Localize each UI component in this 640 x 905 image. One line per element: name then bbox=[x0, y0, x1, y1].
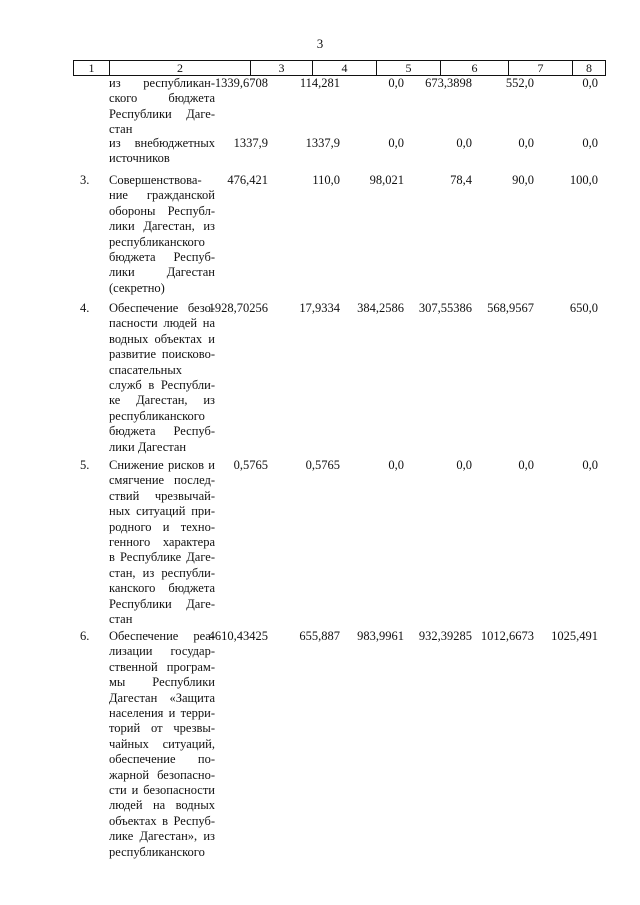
description-line: генного характера bbox=[109, 535, 215, 550]
description-line: из внебюджетных bbox=[109, 136, 215, 150]
description-line: обороны Республ- bbox=[109, 203, 215, 218]
description-line: жарной безопасно- bbox=[109, 767, 215, 782]
value-col-3: 1339,6708 bbox=[214, 76, 268, 90]
description-line: ственной програм- bbox=[109, 659, 215, 674]
description-line: Обеспечение безо- bbox=[109, 301, 215, 315]
row-number: 4. bbox=[80, 301, 90, 315]
description-line: населения и терри- bbox=[109, 706, 215, 721]
value-col-7: 90,0 bbox=[512, 173, 534, 187]
value-col-6: 78,4 bbox=[450, 173, 472, 187]
value-col-6: 932,39285 bbox=[418, 629, 472, 643]
description-line: людей на водных bbox=[109, 798, 215, 813]
description-line: (секретно) bbox=[109, 280, 165, 295]
value-col-3: 1928,70256 bbox=[208, 301, 268, 315]
value-col-5: 98,021 bbox=[369, 173, 404, 187]
description-line: республиканского bbox=[109, 408, 205, 423]
description-line: стан bbox=[109, 122, 133, 137]
description-line: водных объектах и bbox=[109, 331, 215, 346]
description-line: лики Дагестан bbox=[109, 439, 187, 454]
value-col-6: 0,0 bbox=[456, 458, 472, 472]
value-col-7: 1012,6673 bbox=[480, 629, 534, 643]
row-number: 6. bbox=[80, 629, 90, 643]
row-number: 5. bbox=[80, 458, 90, 472]
description-line: источников bbox=[109, 151, 170, 166]
description-line: бюджета Респуб- bbox=[109, 424, 215, 439]
description-line: лике Дагестан», из bbox=[109, 829, 215, 844]
description-line: канского бюджета bbox=[109, 581, 215, 596]
value-col-4: 1337,9 bbox=[305, 136, 340, 150]
description-line: пасности людей на bbox=[109, 316, 215, 331]
description-line: служб в Республи- bbox=[109, 378, 215, 393]
description-line: Дагестан «Защита bbox=[109, 690, 215, 705]
value-col-3: 4610,43425 bbox=[208, 629, 268, 643]
description-line: развитие поисково- bbox=[109, 347, 215, 362]
column-header-8: 8 bbox=[586, 61, 592, 75]
description-line: ского бюджета bbox=[109, 91, 215, 106]
value-col-3: 476,421 bbox=[227, 173, 268, 187]
description-line: Республики Даге- bbox=[109, 596, 215, 611]
value-col-6: 0,0 bbox=[456, 136, 472, 150]
value-col-4: 0,5765 bbox=[305, 458, 340, 472]
row-description bbox=[109, 136, 215, 167]
column-header-2: 2 bbox=[110, 61, 251, 75]
value-col-4: 655,887 bbox=[299, 629, 340, 643]
value-col-7: 552,0 bbox=[505, 76, 534, 90]
description-line: Совершенствова- bbox=[109, 173, 202, 187]
value-col-3: 0,5765 bbox=[233, 458, 268, 472]
description-line: ке Дагестан, из bbox=[109, 393, 215, 408]
table-header-row bbox=[73, 60, 606, 76]
row-description bbox=[109, 629, 215, 860]
value-col-6: 673,3898 bbox=[425, 76, 472, 90]
description-line: родного и техно- bbox=[109, 519, 215, 534]
description-line: ние гражданской bbox=[109, 188, 215, 203]
page-number: 3 bbox=[316, 36, 324, 51]
description-line: объектах в Респуб- bbox=[109, 813, 215, 828]
column-header-4: 4 bbox=[313, 61, 377, 75]
value-col-8: 1025,491 bbox=[551, 629, 598, 643]
value-col-5: 384,2586 bbox=[357, 301, 404, 315]
description-line: ствий чрезвычай- bbox=[109, 488, 215, 503]
value-col-5: 0,0 bbox=[388, 136, 404, 150]
description-line: стан, из республи- bbox=[109, 565, 215, 580]
description-line: Обеспечение реа- bbox=[109, 629, 215, 643]
description-line: лизации государ- bbox=[109, 644, 215, 659]
description-line: из республикан- bbox=[109, 76, 215, 90]
description-line: Снижение рисков и bbox=[109, 458, 215, 472]
description-line: республиканского bbox=[109, 844, 205, 859]
description-line: в Республике Даге- bbox=[109, 550, 215, 565]
value-col-5: 983,9961 bbox=[357, 629, 404, 643]
value-col-4: 110,0 bbox=[312, 173, 340, 187]
description-line: лики Дагестан, из bbox=[109, 219, 215, 234]
description-line: мы Республики bbox=[109, 675, 215, 690]
description-line: Республики Даге- bbox=[109, 106, 215, 121]
description-line: лики Дагестан bbox=[109, 265, 215, 280]
column-header-1: 1 bbox=[74, 61, 110, 75]
value-col-3: 1337,9 bbox=[233, 136, 268, 150]
value-col-8: 0,0 bbox=[582, 76, 598, 90]
value-col-7: 0,0 bbox=[518, 136, 534, 150]
value-col-5: 0,0 bbox=[388, 458, 404, 472]
description-line: стан bbox=[109, 612, 133, 627]
description-line: спасательных bbox=[109, 362, 182, 377]
value-col-7: 568,9567 bbox=[487, 301, 534, 315]
row-number: 3. bbox=[80, 173, 90, 187]
row-description bbox=[109, 173, 215, 296]
column-header-3: 3 bbox=[251, 61, 313, 75]
column-header-5: 5 bbox=[377, 61, 441, 75]
value-col-8: 0,0 bbox=[582, 136, 598, 150]
description-line: ных ситуаций при- bbox=[109, 504, 215, 519]
description-line: бюджета Респуб- bbox=[109, 250, 215, 265]
value-col-4: 114,281 bbox=[299, 76, 340, 90]
description-line: обеспечение по- bbox=[109, 752, 215, 767]
row-description bbox=[109, 301, 215, 455]
value-col-8: 0,0 bbox=[582, 458, 598, 472]
description-line: смягчение послед- bbox=[109, 473, 215, 488]
column-header-7: 7 bbox=[509, 61, 573, 75]
description-line: сти и безопасности bbox=[109, 783, 215, 798]
description-line: торий от чрезвы- bbox=[109, 721, 215, 736]
value-col-8: 650,0 bbox=[569, 301, 598, 315]
description-line: чайных ситуаций, bbox=[109, 736, 215, 751]
description-line: республиканского bbox=[109, 234, 205, 249]
value-col-4: 17,9334 bbox=[299, 301, 340, 315]
row-description bbox=[109, 76, 215, 138]
row-description bbox=[109, 458, 215, 627]
value-col-7: 0,0 bbox=[518, 458, 534, 472]
value-col-8: 100,0 bbox=[569, 173, 598, 187]
value-col-5: 0,0 bbox=[388, 76, 404, 90]
value-col-6: 307,55386 bbox=[418, 301, 472, 315]
column-header-6: 6 bbox=[441, 61, 509, 75]
